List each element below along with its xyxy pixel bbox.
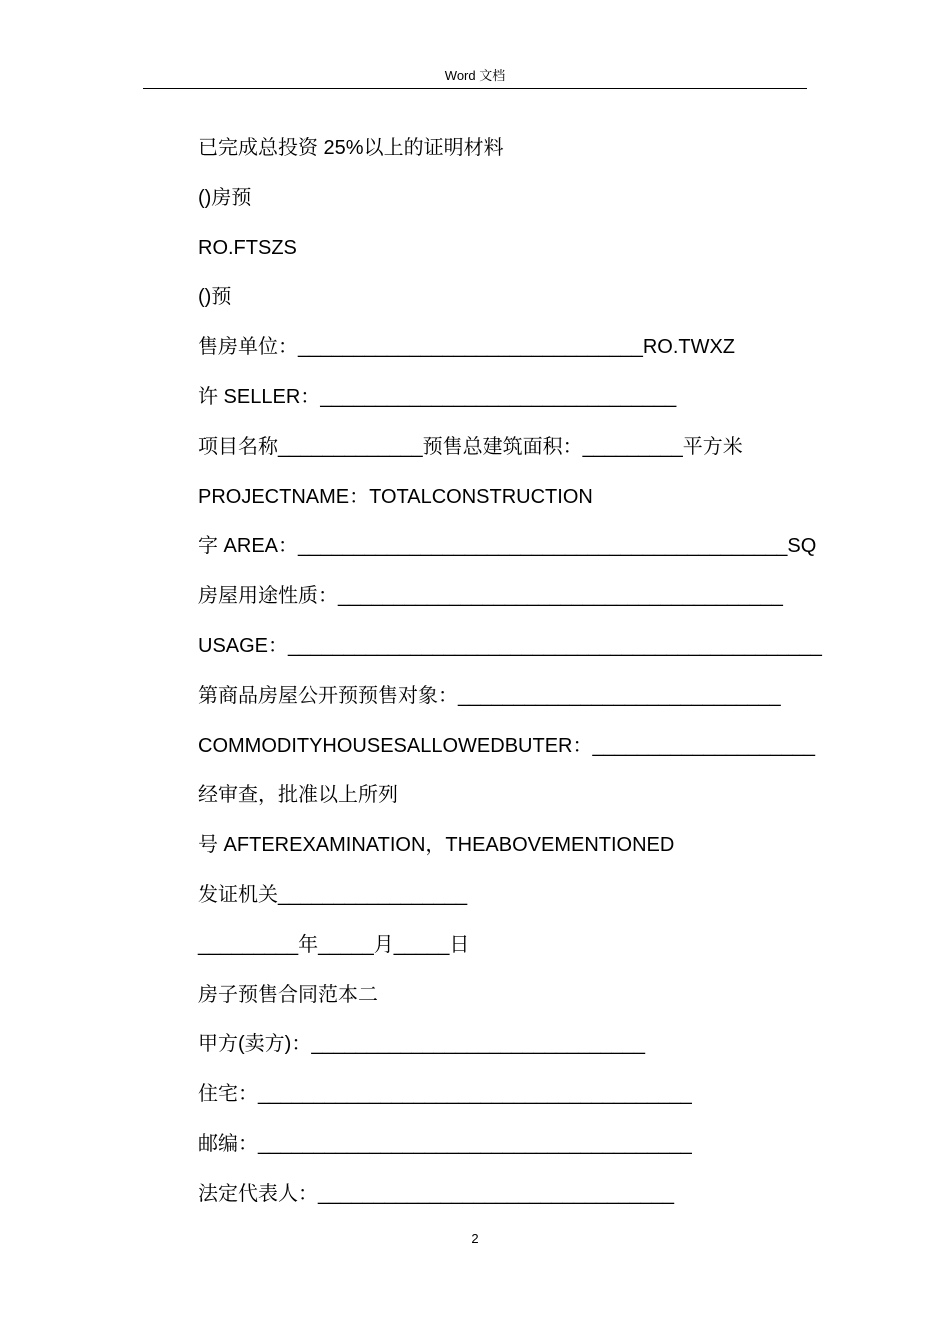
header-title: Word 文档 bbox=[444, 68, 506, 83]
text-line: 发证机关_________________ bbox=[198, 883, 468, 906]
text-line: ()房预 bbox=[198, 186, 252, 209]
text-line: 经审查，批准以上所列 bbox=[198, 784, 398, 807]
page-header bbox=[143, 66, 807, 89]
text-line: 房子预售合同范本二 bbox=[198, 983, 378, 1006]
text-line: USAGE：________________________________________________ bbox=[198, 634, 822, 657]
text-line: 住宅：_______________________________________ bbox=[198, 1083, 692, 1106]
text-line: 售房单位：_______________________________RO.TWXZ bbox=[198, 336, 736, 359]
text-line: 字 AREA：____________________________________________SQ bbox=[198, 535, 817, 558]
document-body bbox=[198, 124, 822, 1220]
text-line: 邮编：_______________________________________ bbox=[198, 1132, 692, 1155]
text-line: PROJECTNAME：TOTALCONSTRUCTION bbox=[198, 485, 593, 508]
text-line: COMMODITYHOUSESALLOWEDBUTER：____________________ bbox=[198, 734, 815, 757]
text-line: RO.FTSZS bbox=[198, 236, 297, 259]
text-line: _________年_____月_____日 bbox=[198, 933, 470, 956]
text-line: 第商品房屋公开预预售对象：_____________________________ bbox=[198, 684, 781, 707]
text-line: 房屋用途性质：________________________________________ bbox=[198, 585, 783, 608]
text-line: 项目名称_____________预售总建筑面积：_________平方米 bbox=[198, 435, 743, 458]
text-line: 已完成总投资 25%以上的证明材料 bbox=[198, 137, 504, 159]
text-line: 许 SELLER：________________________________ bbox=[198, 385, 677, 408]
text-line: ()预 bbox=[198, 286, 232, 309]
text-line: 法定代表人：________________________________ bbox=[198, 1182, 674, 1205]
page-number: 2 bbox=[471, 1231, 479, 1246]
text-line: 号 AFTEREXAMINATION，THEABOVEMENTIONED bbox=[198, 834, 675, 857]
text-line: 甲方(卖方)：______________________________ bbox=[198, 1033, 646, 1056]
